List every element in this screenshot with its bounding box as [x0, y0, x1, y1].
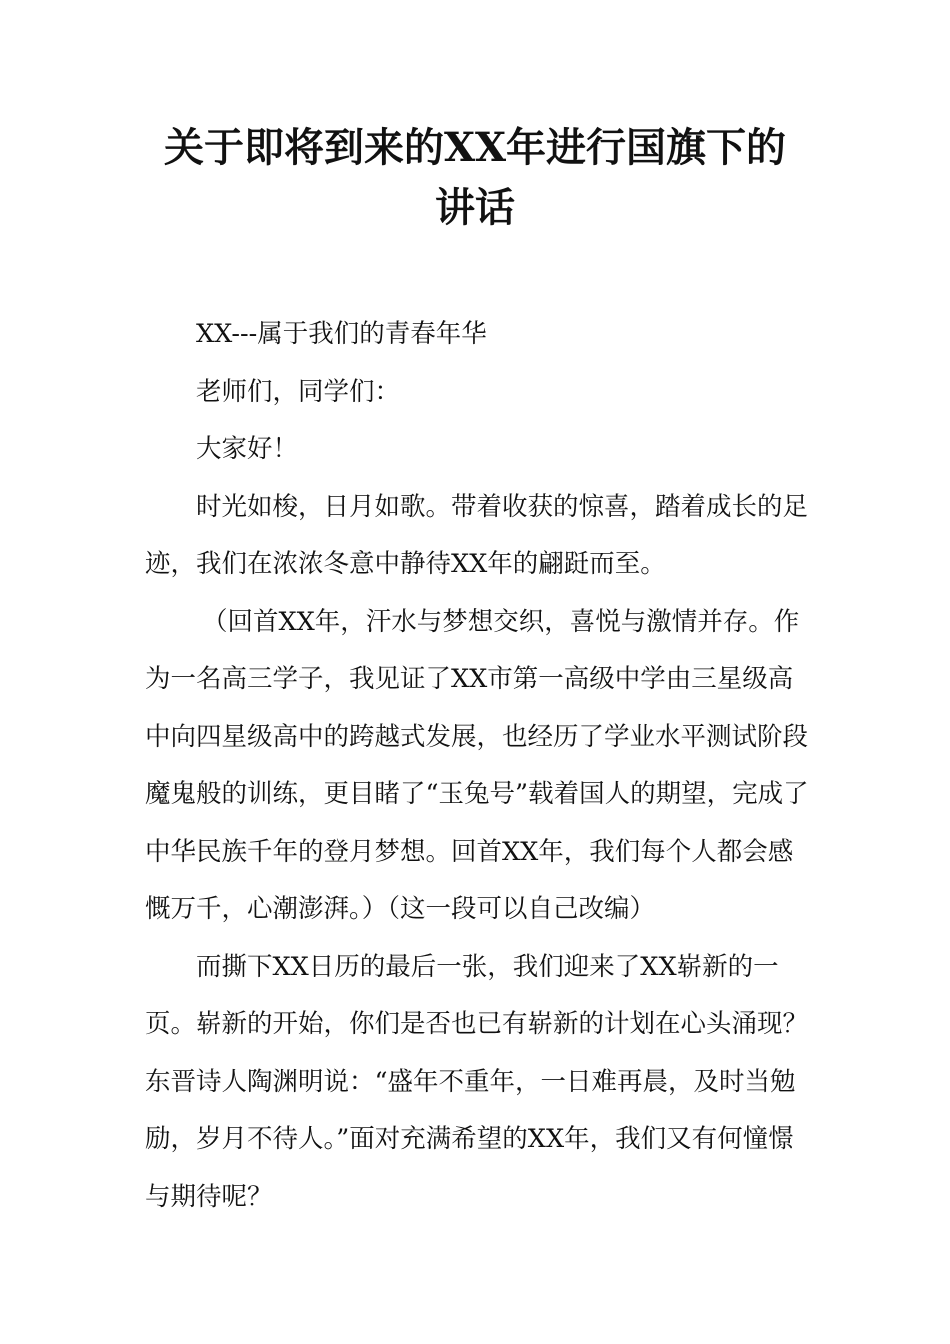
- paragraph-subtitle: XX---属于我们的青春年华: [196, 319, 487, 349]
- paragraph-new-year: 而撕下XX日历的最后一张，我们迎来了XX崭新的一页。崭新的开始，你们是否也已有崭新的计划在心头涌现？东晋诗人陶渊明说：“盛年不重年，一日难再晨，及时当勉励，岁月不待人。”面对充满希望的XX年，我们又有何憧憬与期待呢？: [145, 951, 809, 1212]
- document-title: 关于即将到来的XX年进行国旗下的讲话: [163, 124, 787, 231]
- paragraph-intro: 时光如梭，日月如歌。带着收获的惊喜，踏着成长的足迹，我们在浓浓冬意中静待XX年的翩跹而至。: [145, 491, 809, 579]
- paragraph-greeting: 大家好！: [196, 434, 299, 464]
- paragraph-salutation: 老师们，同学们：: [196, 376, 401, 407]
- paragraph-review: （回首XX年，汗水与梦想交织，喜悦与激情并存。作为一名高三学子，我见证了XX市第一高级中学由三星级高中向四星级高中的跨越式发展，也经历了学业水平测试阶段魔鬼般的训练，更目睹了“玉兔号”载着国人的期望，完成了中华民族千年的登月梦想。回首XX年，我们每个人都会感慨万千，心潮澎湃。）（这一段可以自己改编）: [145, 606, 809, 924]
- document-body: [145, 306, 810, 1226]
